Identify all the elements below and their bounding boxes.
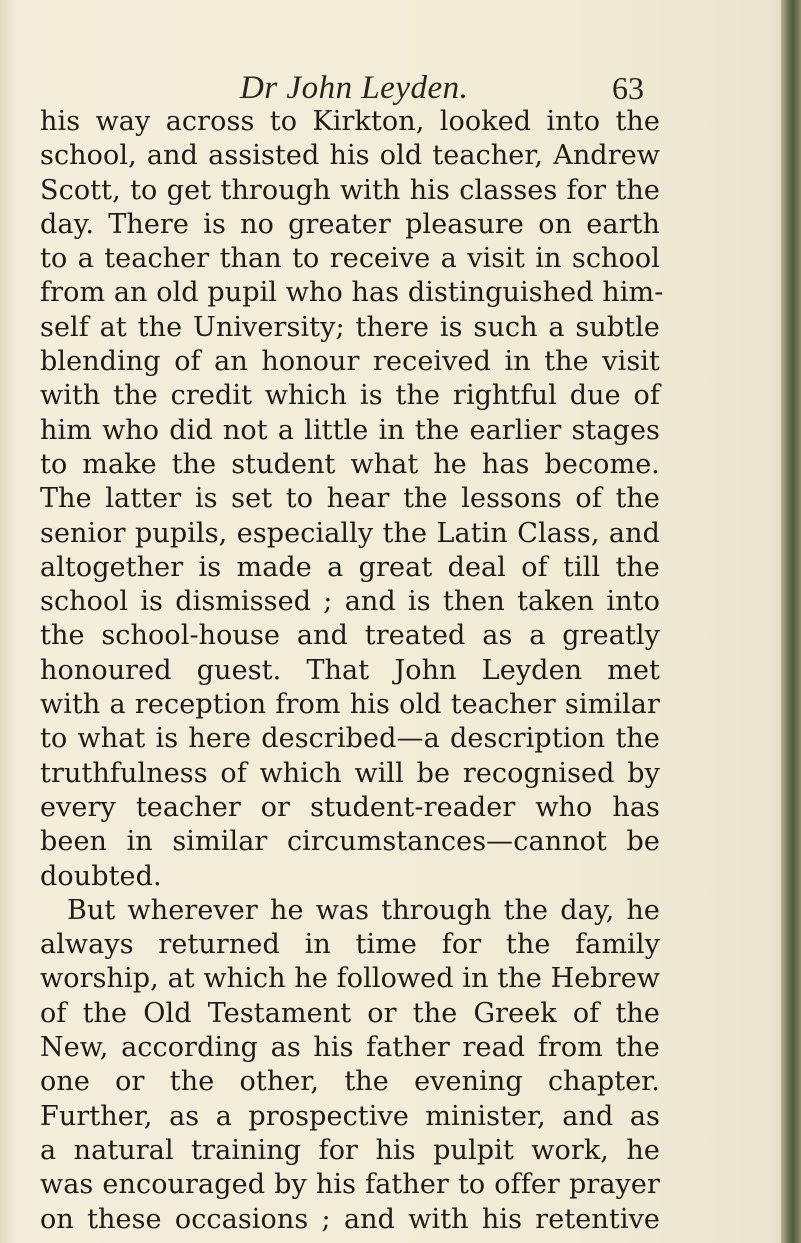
text-line: honoured guest. That John Leyden met [40, 654, 660, 686]
text-line: school is dismissed ; and is then taken into [40, 586, 660, 618]
text-line: doubted. [40, 860, 162, 892]
page-shadow [0, 0, 18, 1243]
text-line: But wherever he was through the day, he [67, 894, 660, 926]
text-line: self at the University; there is such a subtle [40, 311, 660, 343]
text-line: one or the other, the evening chapter. [40, 1066, 660, 1098]
text-line: truthfulness of which will be recognised by [40, 757, 660, 789]
text-line: The latter is set to hear the lessons of the [40, 483, 660, 515]
text-line: worship, at which he followed in the Hebrew [40, 963, 660, 995]
text-line: him who did not a little in the earlier stages [40, 414, 660, 446]
text-line: Scott, to get through with his classes for the [40, 174, 660, 206]
text-line: been in similar circumstances—cannot be [40, 826, 660, 858]
text-line: the school-house and treated as a greatly [40, 620, 660, 652]
book-binding-edge [781, 0, 801, 1243]
text-line: to make the student what he has become. [40, 448, 660, 480]
text-line: his way across to Kirkton, looked into the [40, 106, 660, 137]
text-line: altogether is made a great deal of till the [40, 551, 660, 583]
text-line: senior pupils, especially the Latin Class, and [40, 517, 660, 549]
text-line: was encouraged by his father to offer prayer [40, 1169, 660, 1201]
text-line: a natural training for his pulpit work, he [40, 1134, 660, 1166]
text-line: with the credit which is the rightful due of [40, 380, 660, 412]
text-line: to a teacher than to receive a visit in school [40, 243, 660, 275]
text-line: Further, as a prospective minister, and as [40, 1100, 660, 1132]
text-line: day. There is no greater pleasure on earth [40, 208, 660, 240]
text-line: from an old pupil who has distinguished him- [40, 277, 664, 309]
running-head: Dr John Leyden. [240, 70, 469, 106]
text-line: on these occasions ; and with his retentive [40, 1203, 660, 1235]
text-line: to what is here described—a description the [40, 723, 660, 755]
text-line: of the Old Testament or the Greek of the [40, 997, 660, 1029]
text-line: always returned in time for the family [40, 929, 660, 961]
text-line: with a reception from his old teacher similar [40, 689, 660, 721]
text-line: New, according as his father read from the [40, 1032, 660, 1064]
text-line: blending of an honour received in the visit [40, 346, 660, 378]
page-number: 63 [612, 70, 644, 106]
body-text [40, 105, 664, 1237]
text-line: school, and assisted his old teacher, Andrew [40, 140, 660, 172]
page-header [40, 68, 660, 108]
text-line: every teacher or student-reader who has [40, 791, 660, 823]
